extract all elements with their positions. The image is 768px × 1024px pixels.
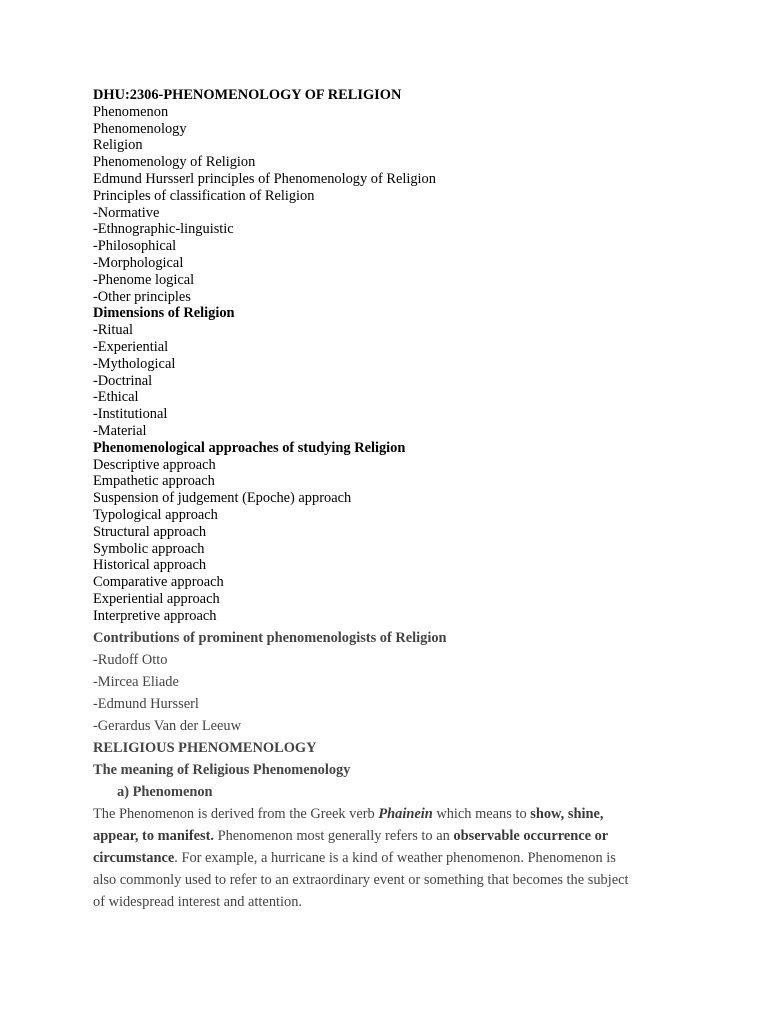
para-emphasis: appear, to manifest. — [93, 828, 214, 844]
list-item: -Gerardus Van der Leeuw — [93, 718, 241, 734]
list-item: -Other principles — [93, 288, 191, 305]
list-item: -Rudoff Otto — [93, 652, 168, 668]
list-item: Typological approach — [93, 506, 218, 523]
list-item: -Experiential — [93, 338, 169, 355]
para-emphasis: observable occurrence or — [453, 828, 609, 844]
para-text: The Phenomenon is derived from the Greek verb — [93, 806, 379, 822]
heading-dimensions: Dimensions of Religion — [93, 305, 235, 322]
para-text: which means to — [432, 806, 531, 822]
list-item: -Mircea Eliade — [93, 674, 179, 690]
topic-list — [93, 104, 693, 306]
approach-list — [93, 457, 693, 625]
list-item: Descriptive approach — [93, 456, 216, 473]
list-item: -Mythological — [93, 355, 176, 372]
list-item: Historical approach — [93, 557, 207, 574]
dimension-list — [93, 322, 693, 440]
list-item: Experiential approach — [93, 590, 220, 607]
para-greek-term: Phainein — [378, 806, 433, 822]
list-item: Phenomenon — [93, 103, 169, 120]
list-item: -Philosophical — [93, 238, 177, 255]
section-contributions — [93, 627, 693, 913]
list-item: -Normative — [93, 204, 160, 221]
list-item: Symbolic approach — [93, 540, 205, 557]
list-item: Phenomenology — [93, 120, 187, 137]
list-item: Principles of classification of Religion — [93, 187, 315, 204]
list-item: -Ethical — [93, 389, 139, 406]
heading-approaches: Phenomenological approaches of studying Religion — [93, 439, 406, 456]
list-item: -Morphological — [93, 254, 184, 271]
paragraph-phenomenon — [93, 803, 693, 913]
para-text: . For example, a hurricane is a kind of weather phenomenon. Phenomenon is — [174, 850, 616, 866]
list-item: Phenomenology of Religion — [93, 154, 256, 171]
heading-meaning: The meaning of Religious Phenomenology — [93, 762, 351, 778]
para-emphasis: show, shine, — [530, 806, 604, 822]
course-title: DHU:2306-PHENOMENOLOGY OF RELIGION — [93, 87, 402, 103]
para-text: of widespread interest and attention. — [93, 894, 302, 910]
list-item: Edmund Hursserl principles of Phenomenology of Religion — [93, 170, 436, 187]
list-item: Religion — [93, 137, 143, 154]
list-item: Interpretive approach — [93, 607, 217, 624]
phenomenologist-list — [93, 649, 693, 737]
heading-religious-phenomenology: RELIGIOUS PHENOMENOLOGY — [93, 740, 317, 756]
list-item: -Institutional — [93, 406, 168, 423]
list-item: -Edmund Hursserl — [93, 696, 199, 712]
para-emphasis: circumstance — [93, 850, 175, 866]
list-item: -Doctrinal — [93, 372, 153, 389]
para-text: also commonly used to refer to an extraordinary event or something that becomes the subject — [93, 872, 629, 888]
list-item: -Material — [93, 422, 147, 439]
list-item: Structural approach — [93, 523, 207, 540]
list-item: Comparative approach — [93, 574, 224, 591]
course-outline — [93, 87, 693, 625]
heading-contributions: Contributions of prominent phenomenologists of Religion — [93, 630, 447, 646]
para-text: Phenomenon most generally refers to an — [214, 828, 454, 844]
list-item: -Phenome logical — [93, 271, 195, 288]
list-item: Empathetic approach — [93, 473, 215, 490]
list-item: Suspension of judgement (Epoche) approach — [93, 490, 352, 507]
subheading-phenomenon: a) Phenomenon — [117, 784, 213, 800]
list-item: -Ethnographic-linguistic — [93, 221, 234, 238]
list-item: -Ritual — [93, 322, 133, 339]
